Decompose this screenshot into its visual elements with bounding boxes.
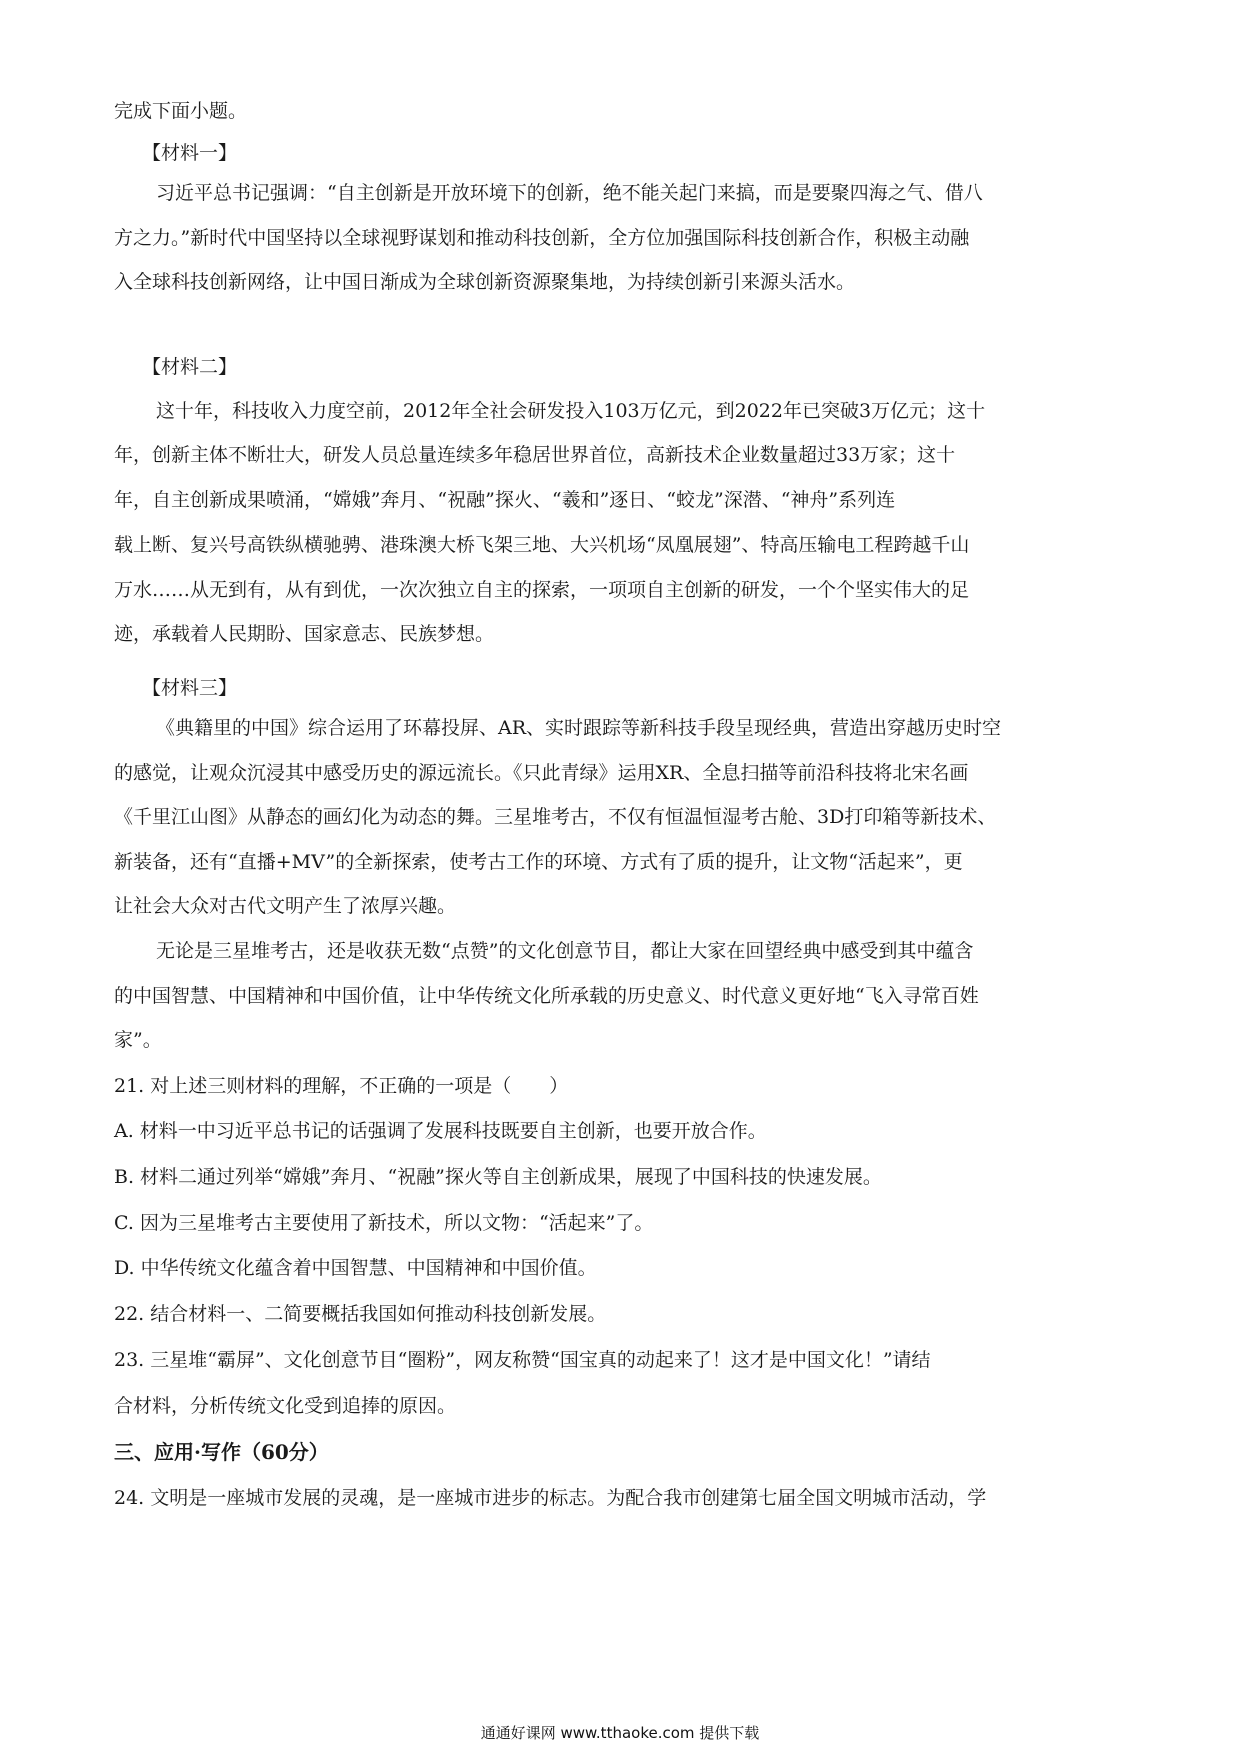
material1-heading: 【材料一】 xyxy=(142,142,238,164)
material2-line: 这十年，科技收入力度空前，2012年全社会研发投入103万亿元，到2022年已突破3万亿元；这十 xyxy=(156,400,986,422)
q24-text: 24. 文明是一座城市发展的灵魂，是一座城市进步的标志。为配合我市创建第七届全国文明城市活动，学 xyxy=(114,1487,987,1509)
material3-line: 的中国智慧、中国精神和中国价值，让中华传统文化所承载的历史意义、时代意义更好地“飞入寻常百姓 xyxy=(114,985,979,1007)
material2-line: 年，自主创新成果喷涌，“嫦娥”奔月、“祝融”探火、“羲和”逐日、“蛟龙”深潜、“神舟”系列连 xyxy=(114,489,896,511)
material2-line: 迹，承载着人民期盼、国家意志、民族梦想。 xyxy=(114,623,495,645)
material1-line: 习近平总书记强调：“自主创新是开放环境下的创新，绝不能关起门来搞，而是要聚四海之气、借八 xyxy=(156,182,983,204)
q21-option-a: A. 材料一中习近平总书记的话强调了发展科技既要自主创新，也要开放合作。 xyxy=(114,1120,767,1142)
material2-line: 年，创新主体不断壮大，研发人员总量连续多年稳居世界首位，高新技术企业数量超过33万家；这十 xyxy=(114,444,956,466)
material3-line: 家”。 xyxy=(114,1029,162,1051)
material3-line: 新装备，还有“直播+MV”的全新探索，使考古工作的环境、方式有了质的提升，让文物“活起来”，更 xyxy=(114,851,963,873)
material3-line: 无论是三星堆考古，还是收获无数“点赞”的文化创意节目，都让大家在回望经典中感受到其中蕴含 xyxy=(156,940,974,962)
intro-text: 完成下面小题。 xyxy=(114,100,248,122)
q21-stem: 21. 对上述三则材料的理解，不正确的一项是（ ） xyxy=(114,1075,569,1097)
material3-line: 《千里江山图》从静态的画幻化为动态的舞。三星堆考古，不仅有恒温恒湿考古舱、3D打印箱等新技术、 xyxy=(114,806,997,828)
q21-option-c: C. 因为三星堆考古主要使用了新技术，所以文物：“活起来”了。 xyxy=(114,1212,654,1234)
q21-option-d: D. 中华传统文化蕴含着中国智慧、中国精神和中国价值。 xyxy=(114,1257,597,1279)
section-heading: 三、应用·写作（60分） xyxy=(114,1440,329,1464)
material1-line: 入全球科技创新网络，让中国日渐成为全球创新资源聚集地，为持续创新引来源头活水。 xyxy=(114,271,856,293)
q21-option-b: B. 材料二通过列举“嫦娥”奔月、“祝融”探火等自主创新成果，展现了中国科技的快速发展。 xyxy=(114,1166,882,1188)
material3-line: 的感觉，让观众沉浸其中感受历史的源远流长。《只此青绿》运用XR、全息扫描等前沿科技将北宋名画 xyxy=(114,762,969,784)
material2-heading: 【材料二】 xyxy=(142,356,238,378)
material3-line: 让社会大众对古代文明产生了浓厚兴趣。 xyxy=(114,895,457,917)
q23-line: 合材料，分析传统文化受到追捧的原因。 xyxy=(114,1395,457,1417)
material3-heading: 【材料三】 xyxy=(142,677,238,699)
material2-line: 载上断、复兴号高铁纵横驰骋、港珠澳大桥飞架三地、大兴机场“凤凰展翅”、特高压输电工程跨越千山 xyxy=(114,534,970,556)
material3-line: 《典籍里的中国》综合运用了环幕投屏、AR、实时跟踪等新科技手段呈现经典，营造出穿越历史时空 xyxy=(156,717,1002,739)
material2-line: 万水……从无到有，从有到优，一次次独立自主的探索，一项项自主创新的研发，一个个坚实伟大的足 xyxy=(114,579,970,601)
q23-line: 23. 三星堆“霸屏”、文化创意节目“圈粉”，网友称赞“国宝真的动起来了！这才是中国文化！”请结 xyxy=(114,1349,931,1371)
q22-text: 22. 结合材料一、二简要概括我国如何推动科技创新发展。 xyxy=(114,1303,607,1325)
material1-line: 方之力。”新时代中国坚持以全球视野谋划和推动科技创新，全方位加强国际科技创新合作，积极主动融 xyxy=(114,227,970,249)
page-footer: 通通好课网 www.tthaoke.com 提供下载 xyxy=(480,1724,760,1742)
